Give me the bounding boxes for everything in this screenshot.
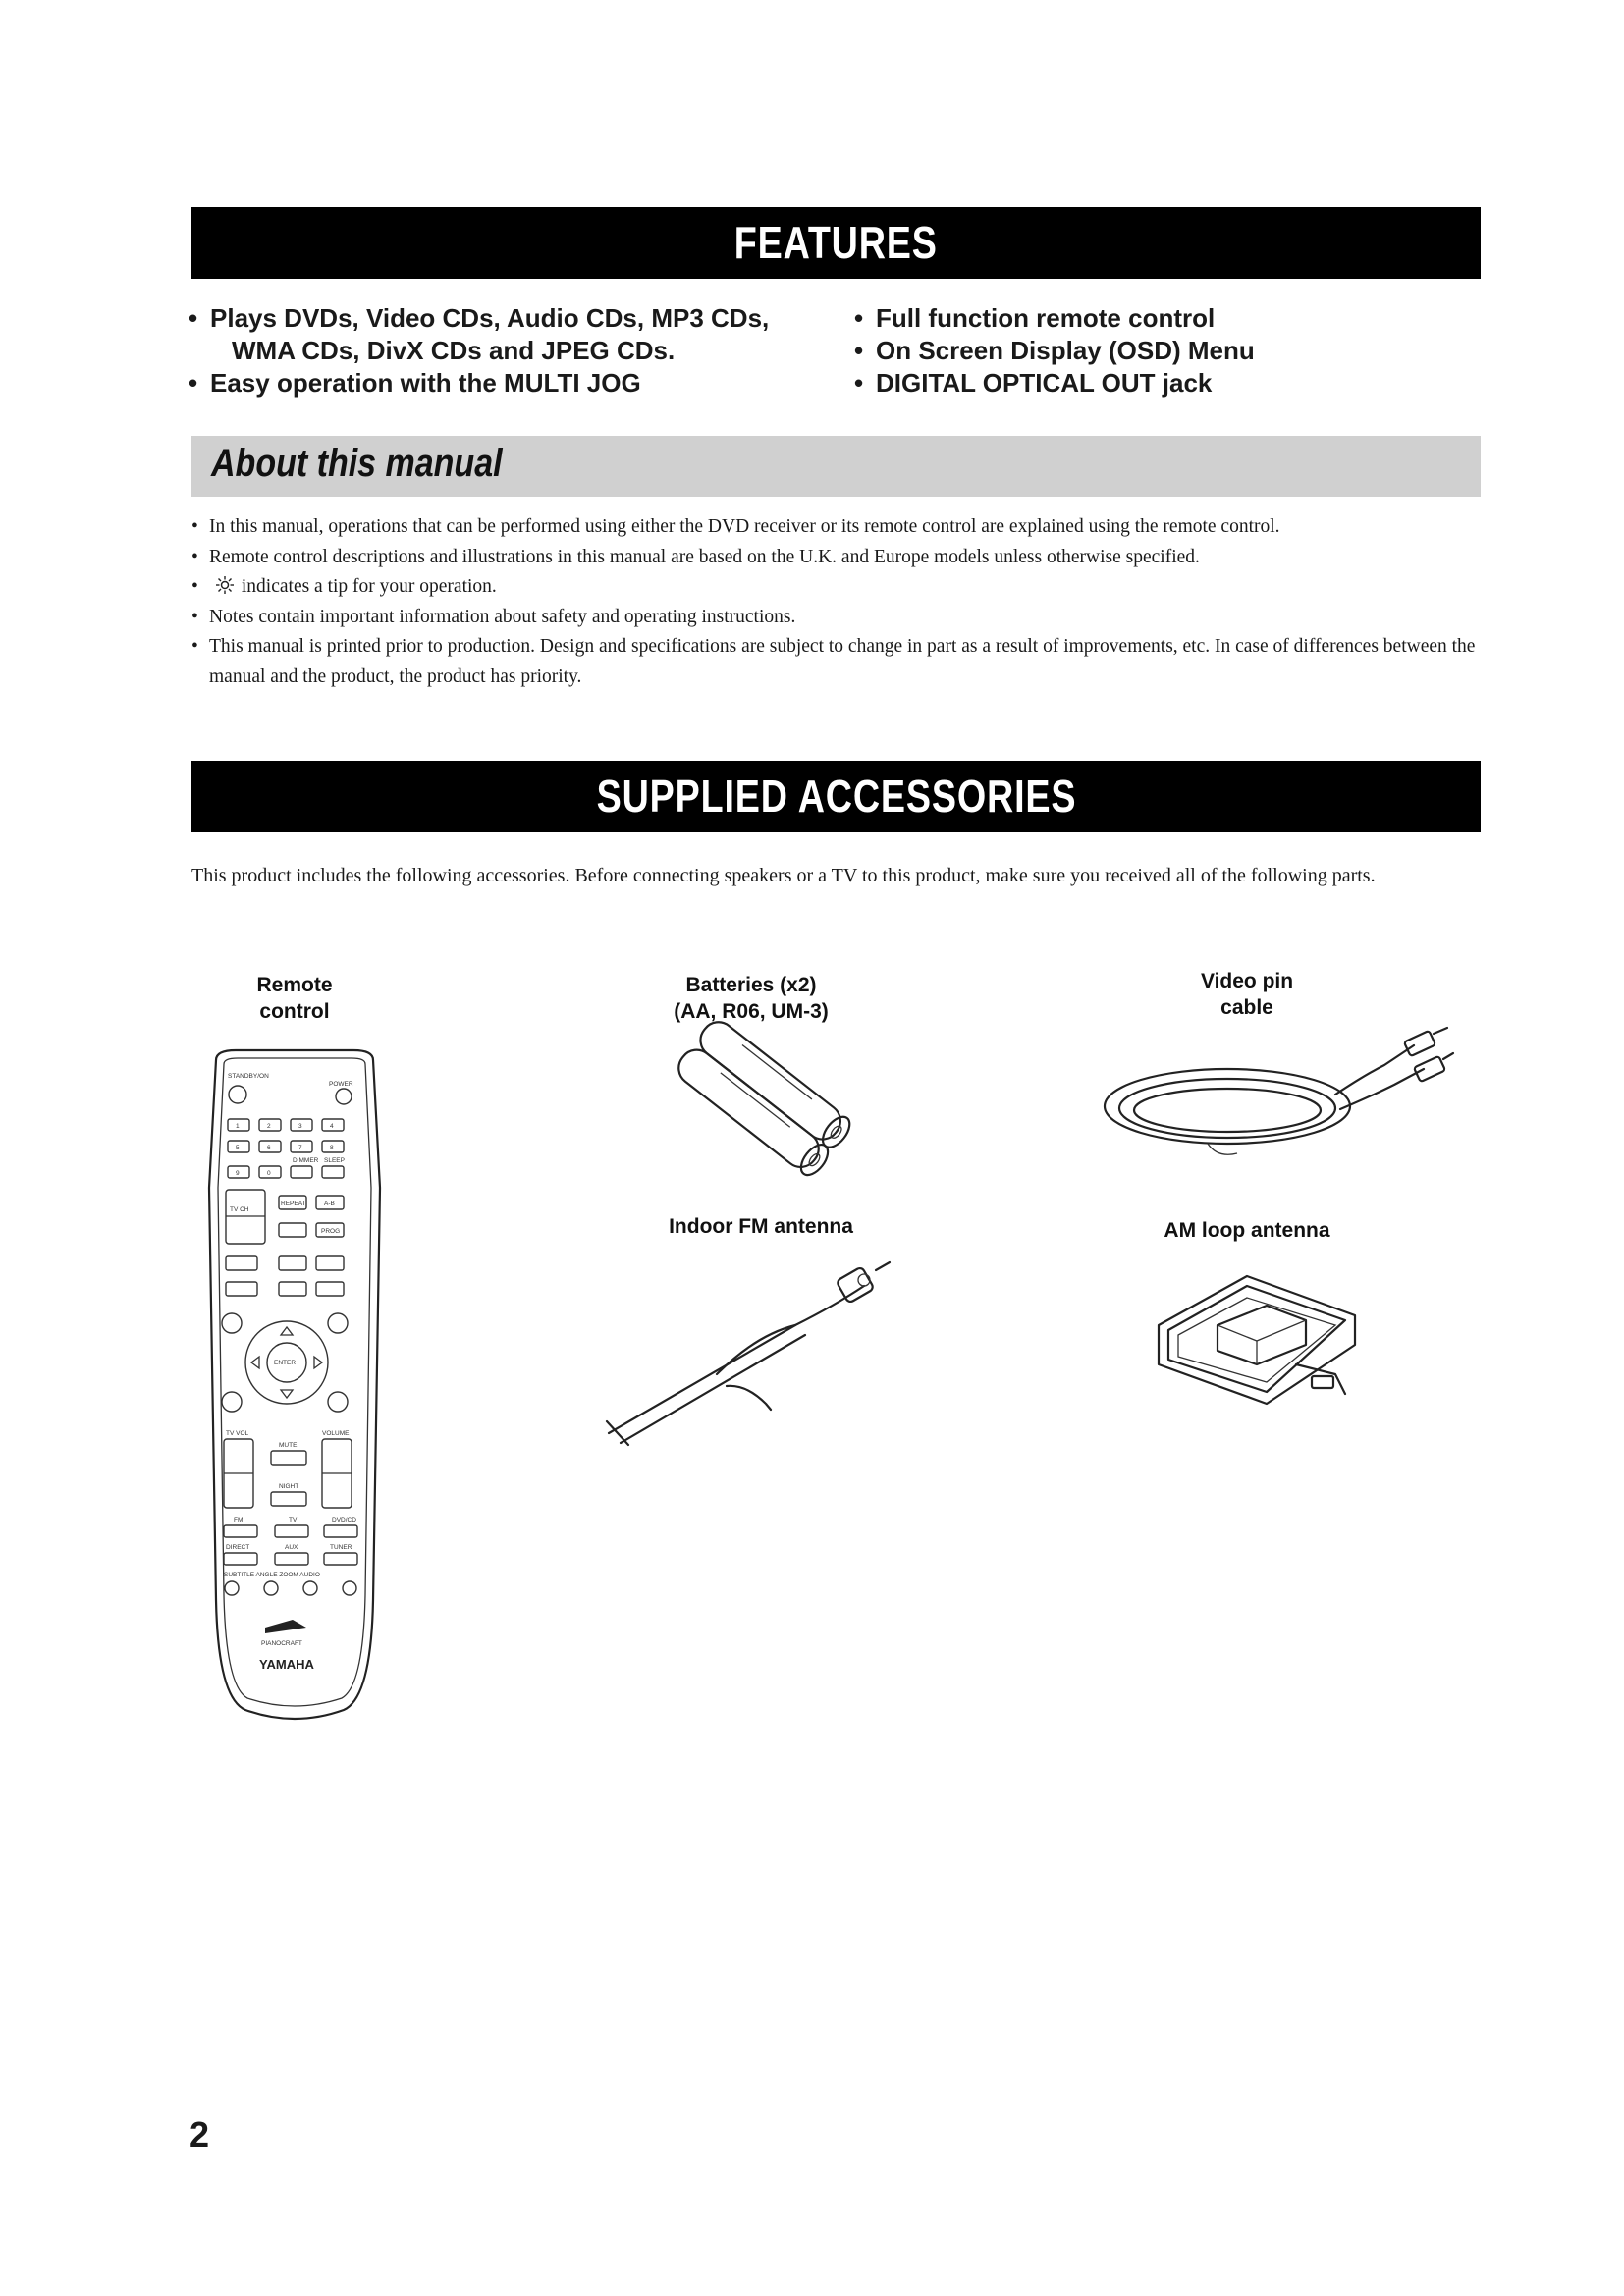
video-pin-cable-label: Video pin cable	[1200, 970, 1294, 1019]
svg-text:DVD/CD: DVD/CD	[332, 1517, 356, 1523]
accessories-intro: This product includes the following accessories. Before connecting speakers or a TV to this product, make sure you received all of the following parts.	[191, 865, 1376, 886]
svg-text:TUNER: TUNER	[330, 1544, 352, 1551]
svg-text:NIGHT: NIGHT	[279, 1483, 299, 1490]
manual-note: • Remote control descriptions and illustrations in this manual are based on the U.K. and Europe models unless otherwise specified.	[191, 543, 1488, 573]
svg-text:TV: TV	[289, 1517, 298, 1523]
feature-item: • DIGITAL OPTICAL OUT jack	[854, 368, 1213, 398]
svg-text:3: 3	[298, 1123, 302, 1130]
svg-text:6: 6	[267, 1145, 271, 1151]
svg-text:A-B: A-B	[324, 1201, 335, 1207]
batteries-illustration	[658, 1026, 874, 1163]
feature-item: • Plays DVDs, Video CDs, Audio CDs, MP3 CDs, WMA CDs, DivX CDs and JPEG CDs.	[189, 303, 770, 365]
svg-text:SLEEP: SLEEP	[324, 1157, 345, 1164]
am-loop-antenna-illustration	[1139, 1266, 1375, 1414]
svg-text:DIMMER: DIMMER	[293, 1157, 319, 1164]
svg-text:AUX: AUX	[285, 1544, 298, 1551]
manual-note: • indicates a tip for your operation.	[191, 572, 1488, 603]
remote-control-illustration	[196, 1050, 393, 1718]
page-number: 2	[189, 2114, 210, 2155]
svg-text:5: 5	[236, 1145, 240, 1151]
manual-note: • This manual is printed prior to production. Design and specifications are subject to change in part as a result of improvements, etc. In case of differences between the manual and the product, the product has priority.	[191, 632, 1488, 692]
manual-note: • In this manual, operations that can be performed using either the DVD receiver or its remote control are explained using the remote control.	[191, 512, 1488, 543]
svg-text:DIRECT: DIRECT	[226, 1544, 250, 1551]
features-list-left	[189, 302, 827, 400]
manual-notes-list	[191, 512, 1488, 692]
svg-text:MUTE: MUTE	[279, 1442, 298, 1449]
svg-text:YAMAHA: YAMAHA	[259, 1657, 314, 1672]
svg-text:4: 4	[330, 1123, 334, 1130]
indoor-fm-antenna-label: Indoor FM antenna	[669, 1215, 853, 1238]
about-manual-heading: About this manual	[191, 436, 1481, 497]
features-heading: FEATURES	[191, 207, 1481, 279]
manual-note: • Notes contain important information about safety and operating instructions.	[191, 603, 1488, 633]
am-loop-antenna-label: AM loop antenna	[1164, 1219, 1330, 1242]
svg-text:9: 9	[236, 1170, 240, 1177]
feature-item: • On Screen Display (OSD) Menu	[854, 336, 1255, 365]
remote-control-label: Remote control	[256, 974, 333, 1023]
svg-text:7: 7	[298, 1145, 302, 1151]
features-list-right	[854, 302, 1483, 400]
feature-item: • Easy operation with the MULTI JOG	[189, 368, 641, 398]
svg-text:0: 0	[267, 1170, 271, 1177]
svg-text:TV CH: TV CH	[230, 1206, 249, 1213]
svg-text:PROG: PROG	[321, 1228, 341, 1235]
indoor-fm-antenna-illustration	[599, 1256, 893, 1453]
accessories-heading: SUPPLIED ACCESSORIES	[191, 761, 1481, 832]
svg-text:1: 1	[236, 1123, 240, 1130]
svg-text:8: 8	[330, 1145, 334, 1151]
svg-text:2: 2	[267, 1123, 271, 1130]
svg-text:TV VOL: TV VOL	[226, 1430, 249, 1437]
svg-text:ENTER: ENTER	[274, 1360, 297, 1366]
feature-item: • Full function remote control	[854, 303, 1216, 333]
svg-text:PIANOCRAFT: PIANOCRAFT	[261, 1640, 302, 1647]
svg-text:REPEAT: REPEAT	[281, 1201, 306, 1207]
tip-icon	[214, 576, 236, 594]
batteries-label: Batteries (x2) (AA, R06, UM-3)	[674, 974, 829, 1023]
svg-text:FM: FM	[234, 1517, 244, 1523]
svg-text:SUBTITLE ANGLE ZOOM AUDIO: SUBTITLE ANGLE ZOOM AUDIO	[224, 1572, 320, 1578]
svg-text:STANDBY/ON: STANDBY/ON	[228, 1073, 269, 1080]
svg-text:VOLUME: VOLUME	[322, 1430, 350, 1437]
video-pin-cable-illustration	[1090, 1026, 1453, 1173]
svg-text:POWER: POWER	[329, 1081, 353, 1088]
